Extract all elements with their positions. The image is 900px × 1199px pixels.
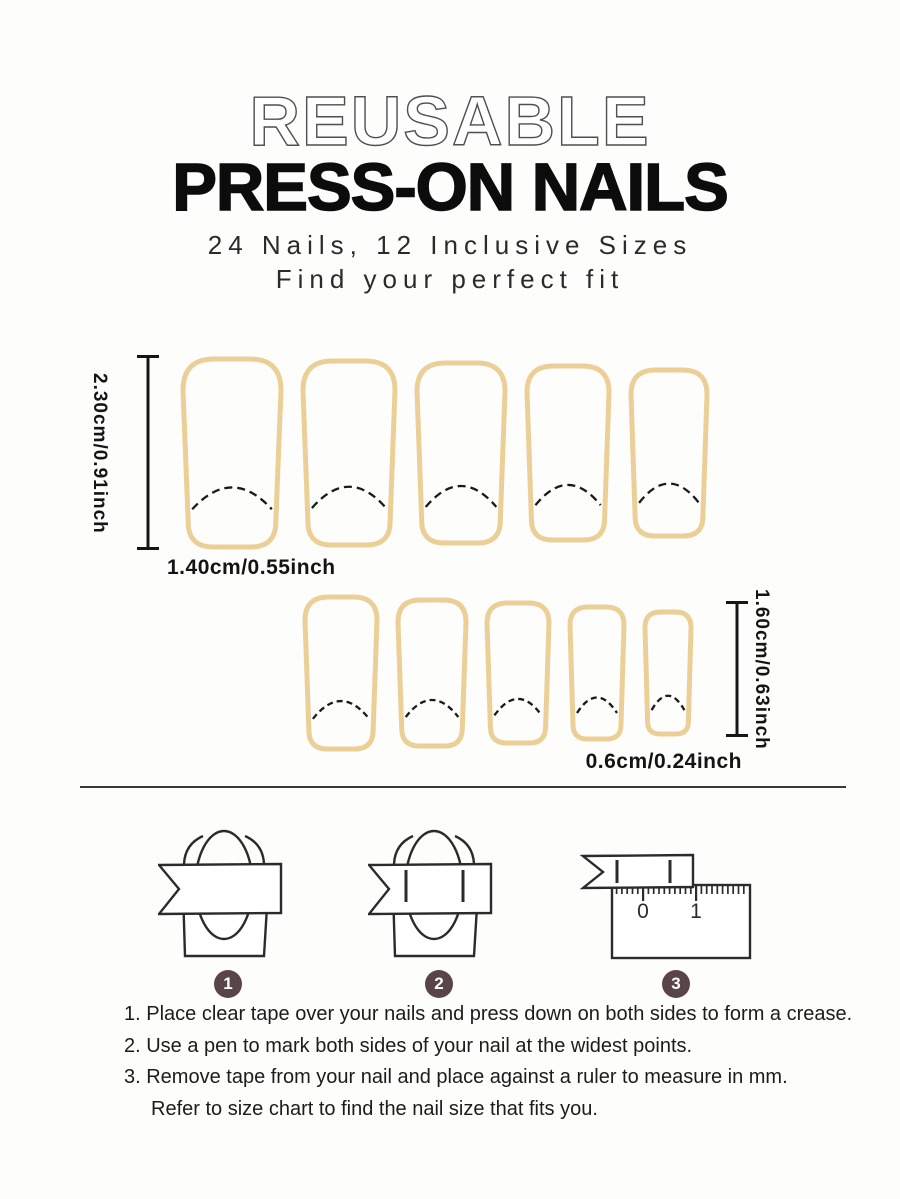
row1-height-measure-bar xyxy=(137,355,159,550)
instruction-step-2: 2. Use a pen to mark both sides of your nail at the widest points. xyxy=(124,1034,693,1057)
nail-outline xyxy=(628,367,710,539)
fingertip-curve xyxy=(245,836,264,864)
step-badge-2: 2 xyxy=(425,970,453,998)
smile-line-dashed xyxy=(652,696,685,710)
title-outline: REUSABLE xyxy=(249,82,651,160)
nail-outline xyxy=(395,597,469,749)
measure-line xyxy=(147,355,150,550)
nail-outline xyxy=(300,358,398,548)
nail-outline xyxy=(484,600,552,746)
measure-cap xyxy=(726,734,748,737)
page-title: PRESS-ON NAILS xyxy=(172,150,728,225)
nail-shape xyxy=(183,359,281,547)
smile-line-dashed xyxy=(494,699,541,715)
subtitle-sizes: 24 Nails, 12 Inclusive Sizes xyxy=(207,230,693,260)
instruction-step-1: 1. Place clear tape over your nails and press down on both sides to form a crease. xyxy=(124,1003,853,1025)
nail-shape xyxy=(417,363,505,543)
row2-height-label: 1.60cm/0.63inch xyxy=(751,588,772,750)
nail-shape xyxy=(645,612,691,734)
nail-outline xyxy=(414,360,508,546)
ruler-number-0: 0 xyxy=(637,900,649,923)
step2-mark-nail-diagram xyxy=(368,828,508,960)
subtitle-fit: Find your perfect fit xyxy=(275,264,625,294)
nail-outline xyxy=(642,609,694,737)
nail-shape xyxy=(398,600,466,746)
ruler xyxy=(612,885,750,958)
nail-shape xyxy=(487,603,549,743)
smile-line-dashed xyxy=(639,484,699,503)
step1-tape-on-nail-diagram xyxy=(158,828,298,960)
nail-row-large xyxy=(180,355,710,551)
section-divider xyxy=(80,786,846,788)
nail-shape xyxy=(570,607,624,739)
nail-outline xyxy=(567,604,627,742)
smile-line-dashed xyxy=(313,701,369,719)
smile-line-dashed xyxy=(312,487,386,508)
tape-ribbon xyxy=(583,855,693,888)
fingertip-curve xyxy=(394,836,413,864)
step-badge-3: 3 xyxy=(662,970,690,998)
smile-line-dashed xyxy=(426,486,497,507)
tape-ribbon xyxy=(159,864,281,914)
measure-line xyxy=(736,601,739,737)
nail-shape xyxy=(303,361,395,545)
smile-line-dashed xyxy=(577,697,617,713)
instruction-step-3: 3. Remove tape from your nail and place against a ruler to measure in mm. xyxy=(124,1066,788,1088)
nail-shape xyxy=(631,370,707,536)
row1-height-label: 2.30cm/0.91inch xyxy=(89,372,110,534)
nail-shape xyxy=(305,597,377,749)
fingertip-curve xyxy=(184,836,203,864)
nail-row-small xyxy=(302,592,694,754)
step3-measure-ruler-diagram xyxy=(578,826,758,964)
step-badge-1: 1 xyxy=(214,970,242,998)
row2-width-label: 0.6cm/0.24inch xyxy=(585,750,742,773)
nail-outline xyxy=(302,594,380,752)
ruler-number-1: 1 xyxy=(690,900,702,923)
nail-outline xyxy=(180,356,284,550)
nail-outline xyxy=(524,363,612,543)
instructions-list xyxy=(124,1001,852,1127)
measure-cap xyxy=(137,547,159,550)
row1-width-label: 1.40cm/0.55inch xyxy=(167,556,336,579)
nail-shape xyxy=(527,366,609,540)
smile-line-dashed xyxy=(192,487,272,509)
instruction-step-3b: Refer to size chart to find the nail size that fits you. xyxy=(151,1097,598,1120)
smile-line-dashed xyxy=(535,485,600,505)
smile-line-dashed xyxy=(406,700,459,717)
row2-height-measure-bar xyxy=(726,601,748,737)
fingertip-curve xyxy=(455,836,474,864)
tape-ribbon xyxy=(369,864,491,914)
